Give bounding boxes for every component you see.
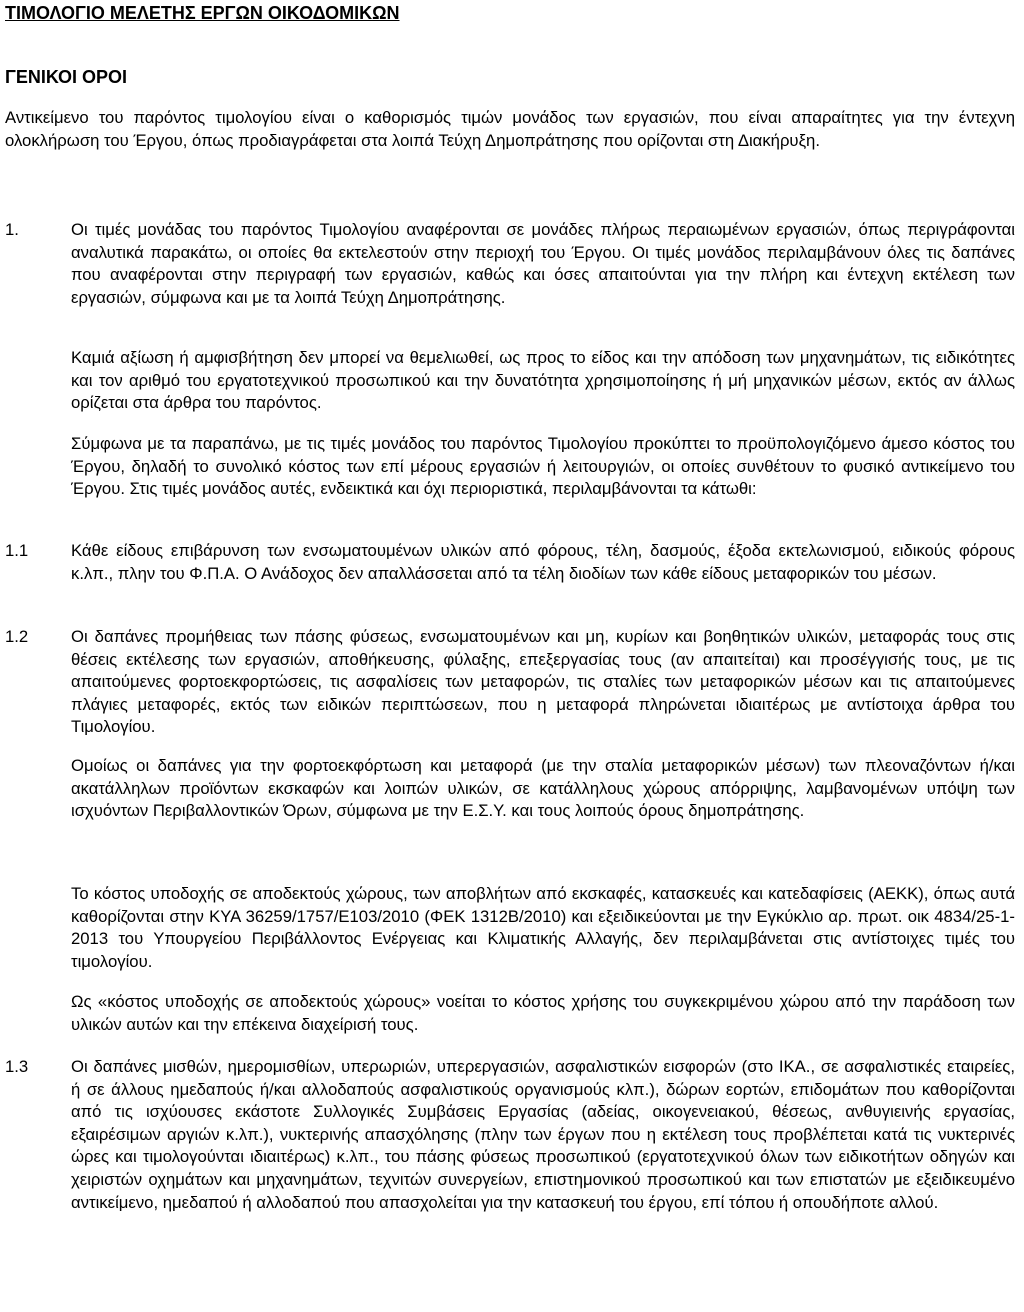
item-1-3-paragraph-1: Οι δαπάνες μισθών, ημερομισθίων, υπερωριών, υπερεργασιών, ασφαλιστικών εισφορών (στο ΙΚΑ., σε ασφαλιστικές εταιρείες, ή σε άλλους ημεδαπούς ή/και αλλοδαπούς ασφαλιστικούς οργανισμούς κλπ.), δώρων εορτών, επιδομάτων που καθορίζονται από τις ισχύουσες εκάστοτε Συλλογικές Συμβάσεις Εργασίας (αδείας, οικογενειακού, θέσεως, ανθυγιεινής εργασίας, εξαιρέσιμων αργιών κ.λπ.), νυκτερινής απασχόλησης (πλην των έργων που η εκτέλεση τους προβλέπεται κατά τις νυκτερινές ώρες και τιμολογούνται ιδιαιτέρως) κ.λπ., του πάσης φύσεως προσωπικού (εργατοτεχνικού όλων των ειδικοτήτων οδηγών και χειριστών οχημάτων και μηχανημάτων, τεχνιτών συνεργείων, επιστημονικού προσωπικού και των επιστατών με εξειδικευμένο αντικείμενο, ημεδαπού ή αλλοδαπού που απασχολείται για την κατασκευή του έργου, επί τόπου ή οπουδήποτε αλλού. [71, 1057, 1015, 1212]
item-1-2-paragraph-2: Ομοίως οι δαπάνες για την φορτοεκφόρτωση και μεταφορά (με την σταλία μεταφορικών μέσων) των πλεοναζόντων ή/και ακατάλληλων προϊόντων εκσκαφών και λοιπών υλικών, σε κατάλληλους χώρους απόρριψης, λαμβανομένων υπόψη των ισχυόντων Περιβαλλοντικών Όρων, σύμφωνα με την Ε.Σ.Υ. και τους λοιπούς όρους δημοπράτησης. [71, 756, 1015, 821]
item-1-paragraph-3: Σύμφωνα με τα παραπάνω, με τις τιμές μονάδος του παρόντος Τιμολογίου προκύπτει το προϋπολογιζόμενο άμεσο κόστος του Έργου, δηλαδή το συνολικό κόστος των επί μέρους εργασιών ή λειτουργιών, οι οποίες συνθέτουν το φυσικό αντικείμενο του Έργου. Στις τιμές μονάδος αυτές, ενδεικτικά και όχι περιοριστικά, περιλαμβάνονται τα κάτωθι: [71, 434, 1015, 499]
item-1-2-paragraph-3: Το κόστος υποδοχής σε αποδεκτούς χώρους, των αποβλήτων από εκσκαφές, κατασκευές και κατεδαφίσεις (ΑΕΚΚ), όπως αυτά καθορίζονται στην ΚΥΑ 36259/1757/Ε103/2010 (ΦΕΚ 1312Β/2010) και εξειδικεύονται με την Εγκύκλιο αρ. πρωτ. οικ 4834/25-1-2013 του Υπουργείου Περιβάλλοντος Ενέργειας και Κλιματικής Αλλαγής, δεν περιλαμβάνεται στις αντίστοιχες τιμές του τιμολογίου. [71, 884, 1015, 971]
item-number-1-2: 1.2 [5, 627, 29, 646]
document-title: ΤΙΜΟΛΟΓΙΟ ΜΕΛΕΤΗΣ ΕΡΓΩΝ ΟΙΚΟΔΟΜΙΚΩΝ [5, 3, 400, 23]
item-1-2-paragraph-4: Ως «κόστος υποδοχής σε αποδεκτούς χώρους» νοείται το κόστος χρήσης του συγκεκριμένου χώρου από την παράδοση των υλικών αυτών και την επέκεινα διαχείρισή τους. [71, 992, 1015, 1034]
section-heading: ΓΕΝΙΚΟΙ ΟΡΟΙ [5, 67, 128, 87]
item-number-1-1: 1.1 [5, 541, 29, 560]
item-number-1-3: 1.3 [5, 1057, 29, 1076]
item-1-1-paragraph-1: Κάθε είδους επιβάρυνση των ενσωματουμένων υλικών από φόρους, τέλη, δασμούς, έξοδα εκτελωνισμού, ειδικούς φόρους κ.λπ., πλην του Φ.Π.Α. Ο Ανάδοχος δεν απαλλάσσεται από τα τέλη διοδίων των κάθε είδους μεταφορικών του μέσων. [71, 541, 1015, 583]
intro-paragraph: Αντικείμενο του παρόντος τιμολογίου είναι ο καθορισμός τιμών μονάδος των εργασιών, που είναι απαραίτητες για την έντεχνη ολοκλήρωση του Έργου, όπως προδιαγράφεται στα λοιπά Τεύχη Δημοπράτησης που ορίζονται στη Διακήρυξη. [5, 108, 1015, 150]
item-number-1: 1. [5, 220, 19, 239]
item-1-2-paragraph-1: Οι δαπάνες προμήθειας των πάσης φύσεως, ενσωματουμένων και μη, κυρίων και βοηθητικών υλικών, μεταφοράς τους στις θέσεις εκτέλεσης των εργασιών, αποθήκευσης, φύλαξης, επεξεργασίας τους (αν απαιτείται) και προσέγγισής τους, με τις απαιτούμενες φορτοεκφορτώσεις, τις ασφαλίσεις των μεταφορών, τις σταλίες των μεταφορικών μέσων και τις απαιτούμενες πλάγιες μεταφορές, εκτός των ειδικών περιπτώσεων, που η μεταφορά πληρώνεται ιδιαιτέρως με αντίστοιχα άρθρα του Τιμολογίου. [71, 627, 1015, 737]
item-1-paragraph-2: Καμιά αξίωση ή αμφισβήτηση δεν μπορεί να θεμελιωθεί, ως προς το είδος και την απόδοση των μηχανημάτων, τις ειδικότητες και τον αριθμό του εργατοτεχνικού προσωπικού και την δυνατότητα χρησιμοποίησης ή μή μηχανικών μέσων, εκτός αν άλλως ορίζεται στα άρθρα του παρόντος. [71, 348, 1015, 413]
item-1-paragraph-1: Οι τιμές μονάδας του παρόντος Τιμολογίου αναφέρονται σε μονάδες πλήρως περαιωμένων εργασιών, όπως περιγράφονται αναλυτικά παρακάτω, οι οποίες θα εκτελεστούν στην περιοχή του Έργου. Οι τιμές μονάδος περιλαμβάνουν όλες τις δαπάνες που αναφέρονται στην περιγραφή των εργασιών, καθώς και όσες απαιτούνται για την πλήρη και έντεχνη εκτέλεση των εργασιών, σύμφωνα και με τα λοιπά Τεύχη Δημοπράτησης. [71, 220, 1015, 307]
